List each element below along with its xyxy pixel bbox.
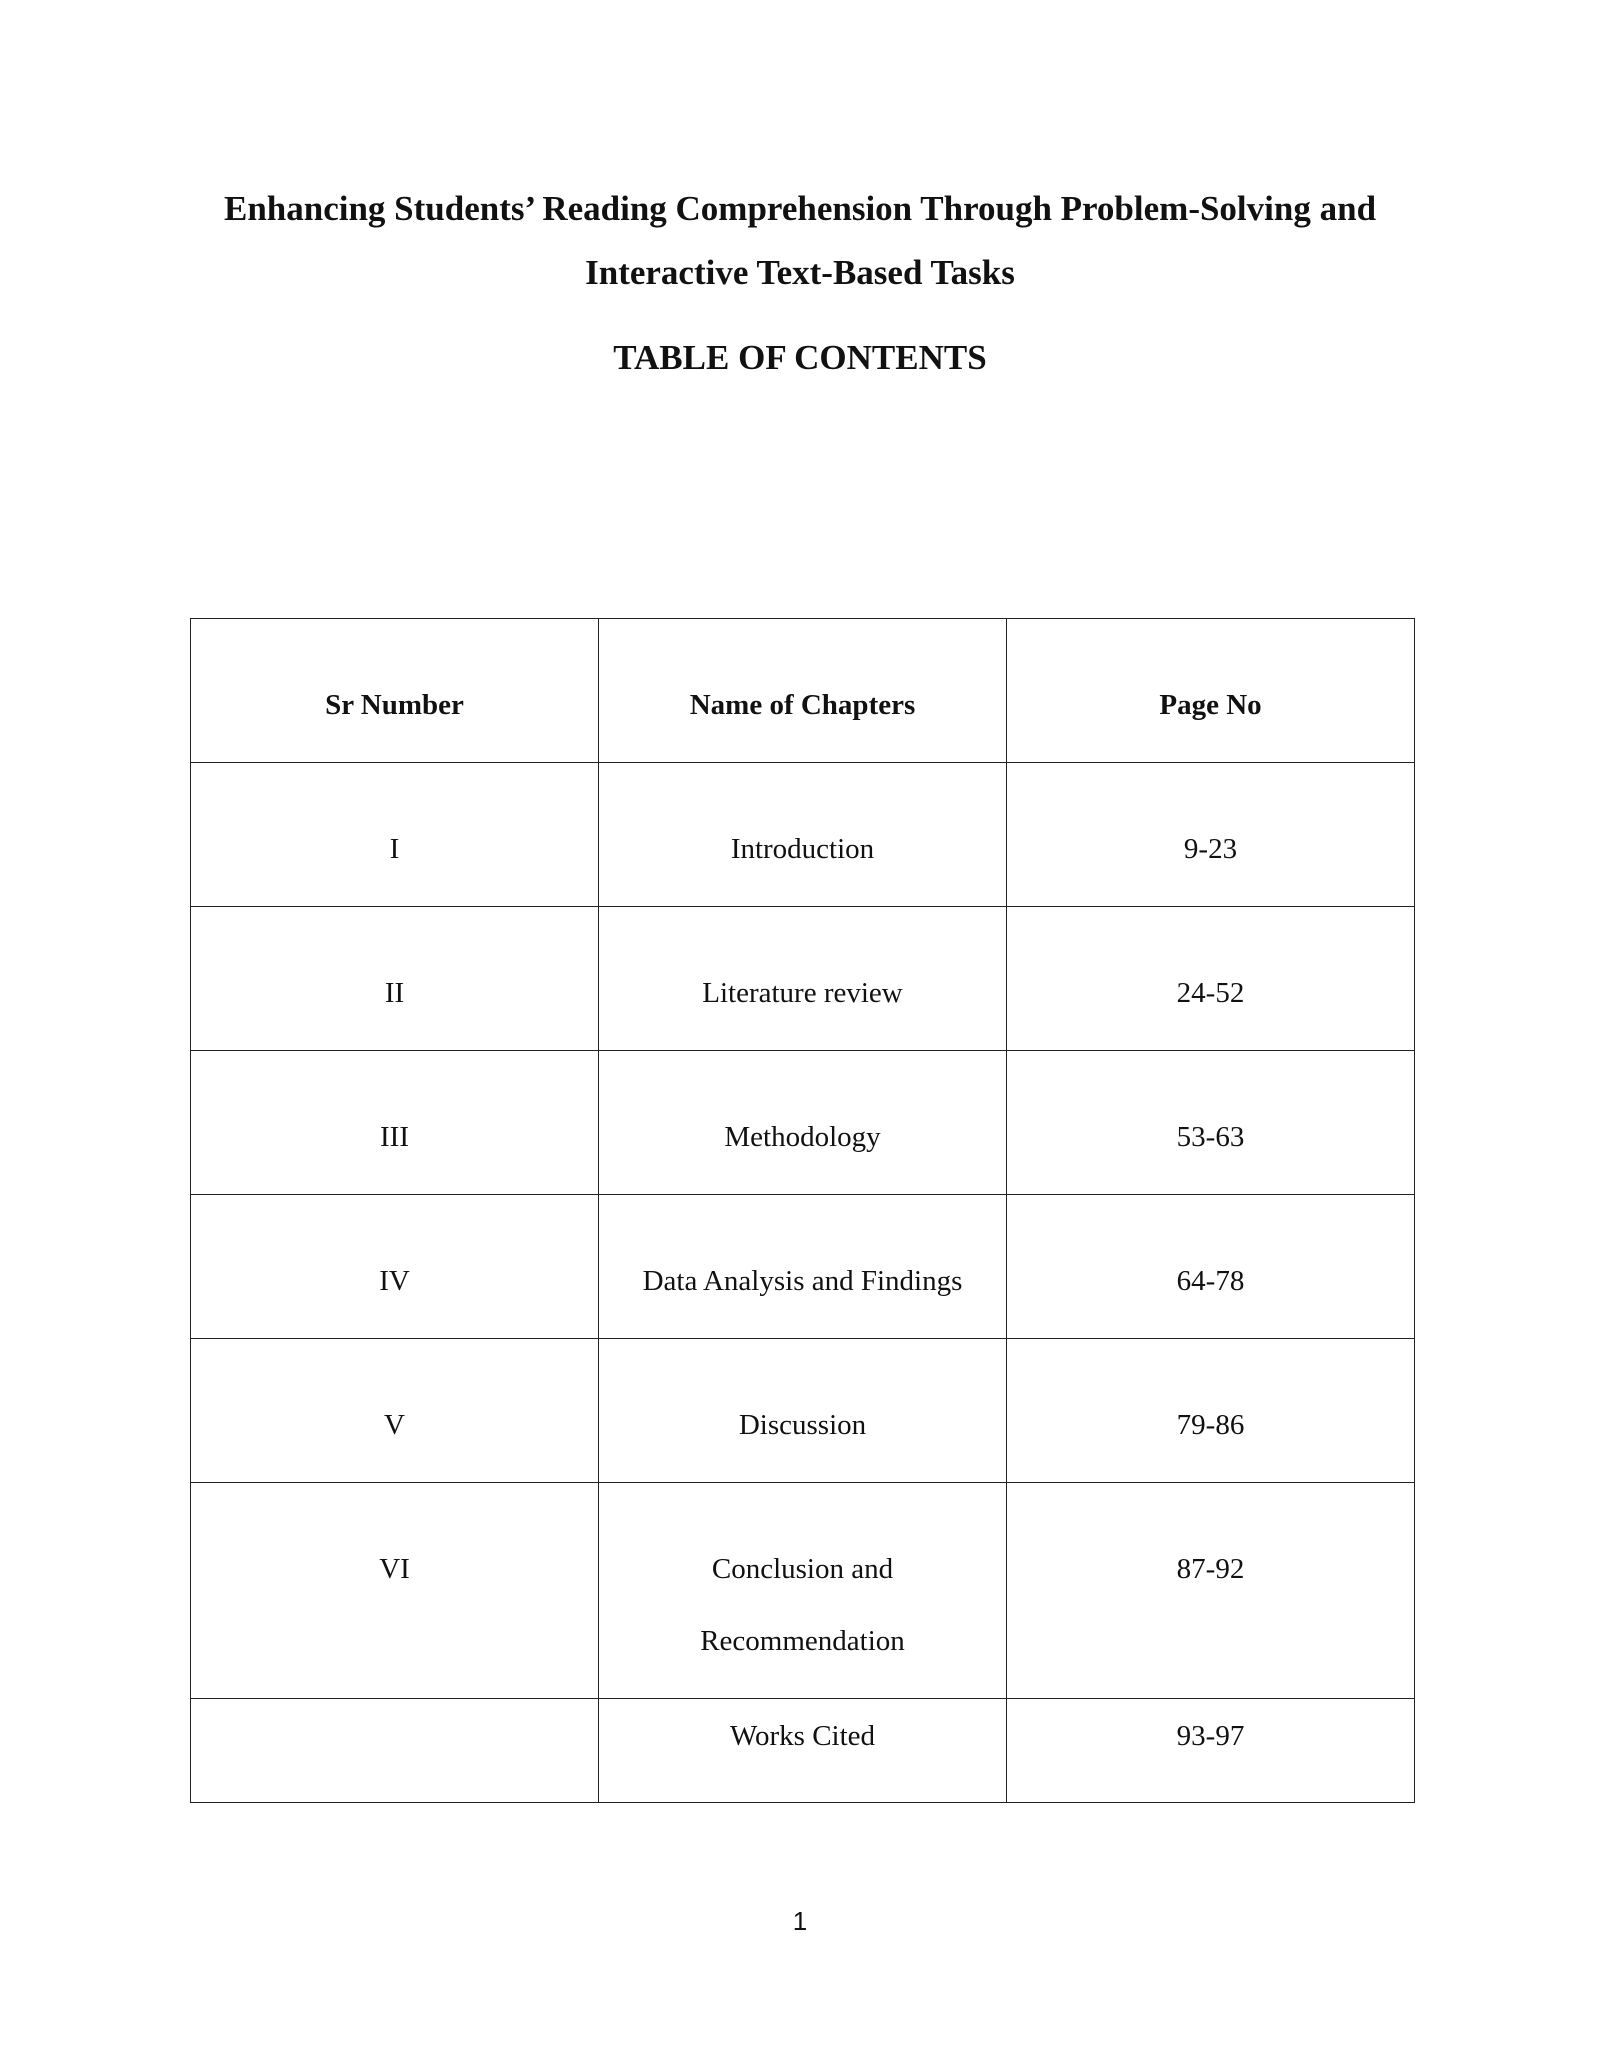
cell-page-range: 24-52 — [1007, 907, 1415, 1051]
cell-sr-number — [191, 1483, 599, 1699]
cell-chapter-name: Literature review — [599, 907, 1007, 1051]
header-page-no: Page No — [1007, 619, 1415, 763]
table-row — [191, 1483, 1415, 1699]
toc-header-row — [191, 619, 1415, 763]
chapter-name-line-1: Conclusion and — [711, 1553, 894, 1585]
document-title-line-1: Enhancing Students’ Reading Comprehension Through Problem-Solving and — [223, 189, 1377, 228]
cell-sr-number: I — [191, 763, 599, 907]
cell-chapter-name — [599, 1483, 1007, 1699]
toc-heading: TABLE OF CONTENTS — [613, 338, 987, 377]
table-row — [191, 1195, 1415, 1339]
cell-chapter-name: Discussion — [599, 1339, 1007, 1483]
cell-chapter-name: Methodology — [599, 1051, 1007, 1195]
cell-sr-number — [191, 1699, 599, 1803]
cell-chapter-name: Works Cited — [599, 1699, 1007, 1803]
cell-page-range: 64-78 — [1007, 1195, 1415, 1339]
cell-chapter-name: Introduction — [599, 763, 1007, 907]
cell-page-range: 79-86 — [1007, 1339, 1415, 1483]
cell-chapter-name: Data Analysis and Findings — [599, 1195, 1007, 1339]
toc-table — [190, 618, 1415, 1803]
page-number: 1 — [792, 1906, 808, 1936]
table-row — [191, 1339, 1415, 1483]
table-row — [191, 763, 1415, 907]
cell-sr-number: II — [191, 907, 599, 1051]
cell-page-range: 53-63 — [1007, 1051, 1415, 1195]
header-sr-number: Sr Number — [191, 619, 599, 763]
cell-sr-number: IV — [191, 1195, 599, 1339]
table-row — [191, 1051, 1415, 1195]
cell-page-text: 87-92 — [1176, 1553, 1245, 1585]
document-title-line-2: Interactive Text-Based Tasks — [585, 253, 1015, 292]
chapter-name-line-2: Recommendation — [700, 1625, 905, 1657]
cell-page-range: 9-23 — [1007, 763, 1415, 907]
table-row — [191, 1699, 1415, 1803]
cell-sr-number: V — [191, 1339, 599, 1483]
cell-page-range — [1007, 1483, 1415, 1699]
header-chapter-name: Name of Chapters — [599, 619, 1007, 763]
table-row — [191, 907, 1415, 1051]
cell-sr-number: III — [191, 1051, 599, 1195]
cell-page-range: 93-97 — [1007, 1699, 1415, 1803]
cell-sr-text: VI — [379, 1553, 410, 1585]
